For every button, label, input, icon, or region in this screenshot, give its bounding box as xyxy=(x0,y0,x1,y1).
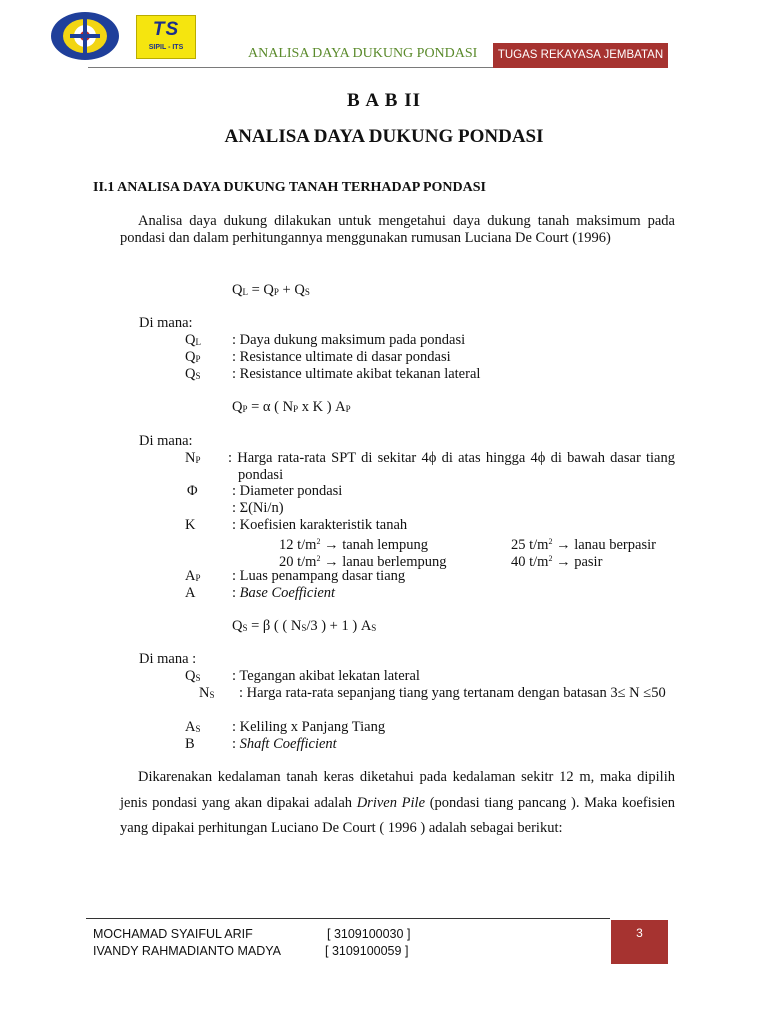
k-value-pasir: 40 $t/m^2$ → pasir xyxy=(511,554,603,570)
where-label-1: Di mana: xyxy=(139,315,193,331)
def-symbol-qp: $Q_P$ xyxy=(185,349,201,365)
def-symbol-np: $N_P$ xyxy=(185,450,201,466)
def-symbol-k: K xyxy=(185,517,196,533)
def-symbol-ns: $N_S$ xyxy=(199,685,215,701)
def-desc-np: : Harga rata-rata SPT di sekitar 4ϕ di atas hingga 4ϕ di bawah dasar tiang pondasi xyxy=(228,450,675,483)
def-symbol-ql: $Q_L$ xyxy=(185,332,201,348)
section-heading: II.1 ANALISA DAYA DUKUNG TANAH TERHADAP PONDASI xyxy=(93,180,486,195)
def-symbol-qs: $Q_S$ xyxy=(185,366,201,382)
intro-paragraph: Analisa daya dukung dilakukan untuk mengetahui daya dukung tanah maksimum pada pondasi dan dalam perhitungannya menggunakan rumusan Luciana De Court (1996) xyxy=(120,213,675,246)
where-label-3: Di mana : xyxy=(139,651,197,667)
ts-logo-subtext: SIPIL - ITS xyxy=(148,44,184,51)
k-value-lanau-berpasir: 25 $t/m^2$ → lanau berpasir xyxy=(511,537,656,553)
def-symbol-phi: Φ xyxy=(187,483,198,499)
k-value-lempung: 12 $t/m^2$ → tanah lempung xyxy=(279,537,428,553)
author-2-name: IVANDY RAHMADIANTO MADYA xyxy=(93,944,281,958)
def-desc-alpha: : Base Coefficient xyxy=(232,585,336,601)
k-value-lanau-berlempung: 20 $t/m^2$ → lanau berlempung xyxy=(279,554,447,570)
def-desc-k: : Koefisien karakteristik tanah xyxy=(232,517,408,533)
def-symbol-alpha: A xyxy=(185,585,196,601)
def-desc-ql: : Daya dukung maksimum pada pondasi xyxy=(232,332,466,348)
formula-ql: $Q_L = Q_P + Q_S$ xyxy=(232,282,310,298)
header-course-badge: TUGAS REKAYASA JEMBATAN xyxy=(493,43,668,68)
def-symbol-qs2: $Q_S$ xyxy=(185,668,201,684)
def-desc-ns: : Harga rata-rata sepanjang tiang yang tertanam dengan batasan 3≤ N ≤50 xyxy=(239,685,666,701)
closing-paragraph: Dikarenakan kedalaman tanah keras diketahui pada kedalaman sekitr 12 m, maka dipilih jenis pondasi yang akan dipakai adalah Driven Pile (pondasi tiang pancang ). Maka koefisien yang dipakai perhitungan Luciano De Court ( 1996 ) adalah sebagai berikut: xyxy=(120,769,675,836)
def-symbol-as: $A_S$ xyxy=(185,719,201,735)
author-2-nrp: [ 3109100059 ] xyxy=(325,944,409,958)
def-desc-sigma: : Σ(Ni/n) xyxy=(232,500,284,516)
author-1-nrp: [ 3109100030 ] xyxy=(327,927,411,941)
footer-rule xyxy=(86,918,610,919)
ts-logo xyxy=(136,15,196,59)
chapter-number: B A B II xyxy=(346,90,421,111)
def-desc-qp: : Resistance ultimate di dasar pondasi xyxy=(232,349,451,365)
chapter-title: ANALISA DAYA DUKUNG PONDASI xyxy=(224,126,544,147)
header-title: ANALISA DAYA DUKUNG PONDASI xyxy=(248,46,478,61)
ts-logo-text: TS xyxy=(152,19,180,40)
def-desc-b: : Shaft Coefficient xyxy=(232,736,337,752)
def-desc-ap: : Luas penampang dasar tiang xyxy=(232,568,406,584)
def-symbol-ap: $A_P$ xyxy=(185,568,201,584)
def-desc-qs: : Resistance ultimate akibat tekanan lateral xyxy=(232,366,481,382)
formula-qp: $Q_P = \alpha$ ( $N_P$ x K ) $A_P$ xyxy=(232,399,351,415)
formula-qs: $Q_S = \beta$ ( ( $N_S/3$ ) + 1 ) $A_S$ xyxy=(232,618,377,634)
its-logo xyxy=(50,11,120,61)
author-1-name: MOCHAMAD SYAIFUL ARIF xyxy=(93,927,253,941)
def-desc-phi: : Diameter pondasi xyxy=(232,483,343,499)
header-rule xyxy=(88,67,493,68)
where-label-2: Di mana: xyxy=(139,433,193,449)
def-desc-qs2: : Tegangan akibat lekatan lateral xyxy=(232,668,420,684)
def-symbol-b: B xyxy=(185,736,195,752)
page-number: 3 xyxy=(611,920,668,964)
def-desc-as: : Keliling x Panjang Tiang xyxy=(232,719,386,735)
